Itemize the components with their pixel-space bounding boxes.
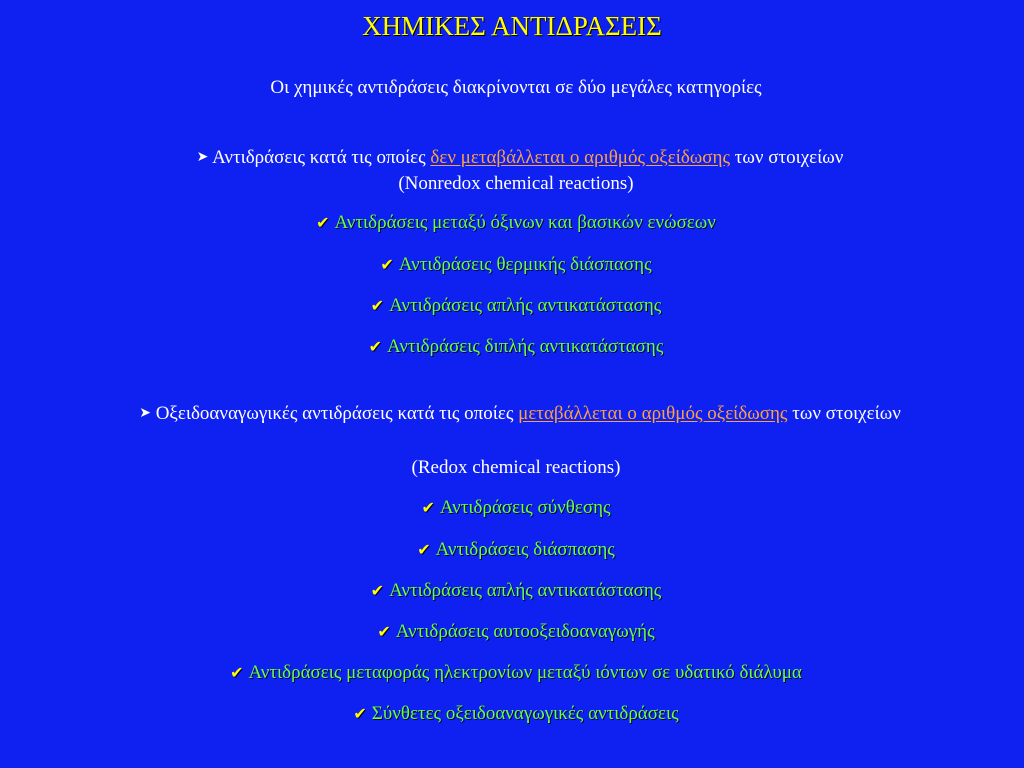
arrowhead-bullet-icon: ➤ [196,149,209,165]
redox-english: (Redox chemical reactions) [411,457,621,478]
nonredox-item-label: Αντιδράσεις θερμικής διάσπασης [398,254,652,275]
intro-text: Οι χημικές αντιδράσεις διακρίνονται σε δύο μεγάλες κατηγορίες [270,77,762,98]
nonredox-tail: των στοιχείων [734,147,844,168]
nonredox-item-label: Αντιδράσεις μεταξύ όξινων και βασικών ενώσεων [334,212,716,233]
check-mark-icon: ✔ [353,704,367,723]
nonredox-item [0,294,1024,318]
redox-item [0,702,1024,726]
check-mark-icon: ✔ [380,255,394,274]
redox-item-label: Αντιδράσεις διάσπασης [435,539,615,560]
redox-tail: των στοιχείων [792,403,901,424]
redox-lead: Οξειδοαναγωγικές αντιδράσεις κατά τις οποίες [155,403,514,424]
nonredox-heading [100,146,940,171]
nonredox-item-label: Αντιδράσεις απλής αντικατάστασης [389,295,662,316]
redox-highlight: μεταβάλλεται ο αριθμός οξείδωσης [518,403,788,424]
slide-title: ΧΗΜΙΚΕΣ ΑΝΤΙΔΡΑΣΕΙΣ [362,11,662,41]
nonredox-highlight: δεν μεταβάλλεται ο αριθμός οξείδωσης [430,147,730,168]
redox-item-label: Αντιδράσεις αυτοοξειδοαναγωγής [395,621,655,642]
check-mark-icon: ✔ [417,540,431,559]
check-mark-icon: ✔ [370,581,385,600]
nonredox-english: (Nonredox chemical reactions) [398,173,634,194]
nonredox-item [0,253,1024,277]
nonredox-item [0,335,1024,359]
redox-item [0,538,1024,562]
check-mark-icon: ✔ [421,498,435,517]
redox-item-label: Αντιδράσεις απλής αντικατάστασης [389,580,662,601]
redox-item-label: Αντιδράσεις μεταφοράς ηλεκτρονίων μεταξύ ιόντων σε υδατικό διάλυμα [248,662,802,683]
arrowhead-bullet-icon: ➤ [139,405,151,421]
redox-item-label: Σύνθετες οξειδοαναγωγικές αντιδράσεις [371,703,679,724]
redox-item [0,496,1024,520]
check-mark-icon: ✔ [316,213,330,232]
nonredox-lead: Αντιδράσεις κατά τις οποίες [212,147,426,168]
check-mark-icon: ✔ [230,663,244,682]
redox-item [0,579,1024,603]
nonredox-item [0,211,1024,235]
check-mark-icon: ✔ [368,337,383,356]
check-mark-icon: ✔ [370,296,385,315]
check-mark-icon: ✔ [377,622,391,641]
redox-item [0,661,1024,685]
redox-item-label: Αντιδράσεις σύνθεσης [439,497,611,518]
redox-heading [100,402,940,427]
nonredox-item-label: Αντιδράσεις διπλής αντικατάστασης [387,336,664,357]
redox-item [0,620,1024,644]
